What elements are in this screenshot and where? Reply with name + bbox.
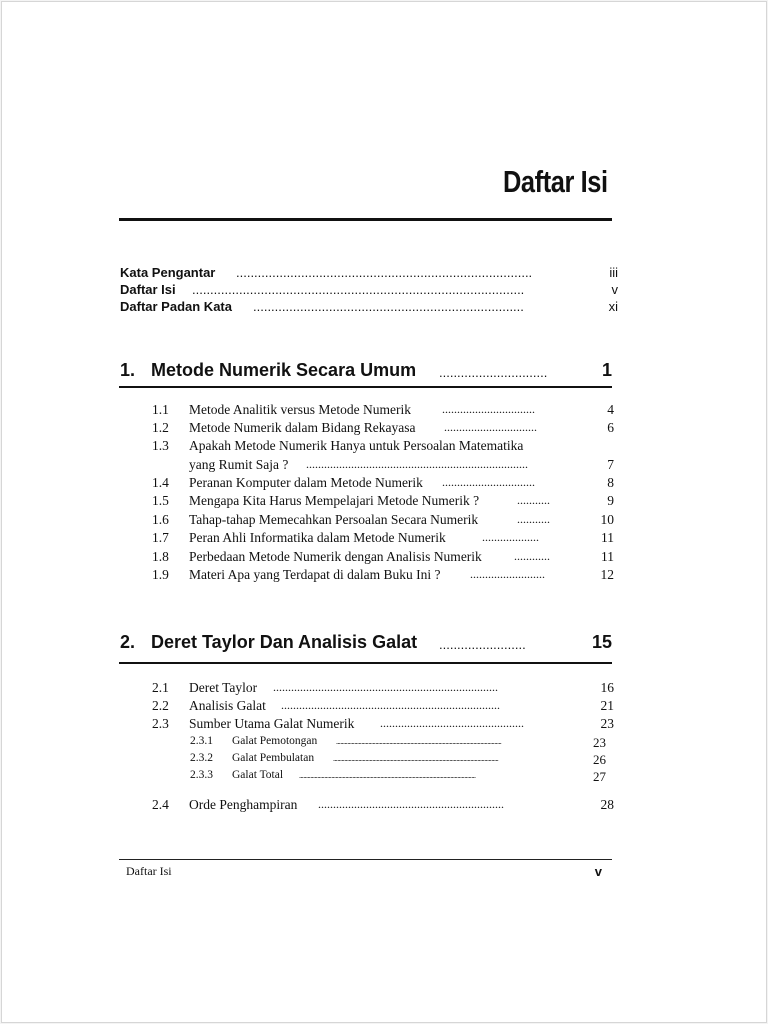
toc-page-number: 23 bbox=[593, 735, 606, 750]
entry-number: 1.7 bbox=[152, 530, 169, 545]
toc-leader: ........................ bbox=[439, 637, 526, 652]
toc-page-number: 16 bbox=[600, 680, 614, 695]
toc-page-number: 21 bbox=[600, 698, 614, 713]
toc-leader: ...................................................................................................................... bbox=[333, 754, 499, 763]
toc-leader: .............................................................. bbox=[318, 797, 504, 811]
footer-page-number: v bbox=[594, 864, 602, 879]
entry-number: 1.3 bbox=[152, 438, 169, 453]
toc-entry[interactable] bbox=[152, 457, 614, 475]
entry-number: 1.9 bbox=[152, 567, 169, 582]
subentry-title: Galat Pemotongan bbox=[232, 735, 318, 747]
toc-subentry[interactable] bbox=[190, 769, 606, 785]
toc-chapter-heading[interactable] bbox=[120, 360, 612, 384]
subentry-title: Galat Total bbox=[232, 769, 284, 781]
entry-title: Perbedaan Metode Numerik dengan Analisis Numerik bbox=[189, 549, 482, 564]
toc-leader: ............ bbox=[514, 549, 550, 563]
toc-page-number: 10 bbox=[600, 512, 614, 527]
toc-entry[interactable] bbox=[152, 475, 614, 493]
toc-front-item[interactable] bbox=[120, 299, 618, 316]
toc-leader: ........... bbox=[517, 493, 550, 507]
toc-chapter-heading[interactable] bbox=[120, 632, 612, 656]
entry-number: 2.2 bbox=[152, 698, 169, 713]
toc-entry[interactable] bbox=[152, 549, 614, 567]
entry-number: 2.4 bbox=[152, 797, 169, 812]
chapter-rule bbox=[119, 662, 612, 664]
toc-page-number: 27 bbox=[593, 769, 606, 784]
toc-leader: ......................................................................... bbox=[281, 698, 500, 712]
subentry-number: 2.3.1 bbox=[190, 735, 213, 747]
footer-rule bbox=[119, 859, 612, 860]
toc-entry[interactable] bbox=[152, 530, 614, 548]
subentry-number: 2.3.2 bbox=[190, 752, 213, 764]
toc-entry[interactable] bbox=[152, 402, 614, 420]
entry-number: 1.6 bbox=[152, 512, 169, 527]
toc-page-number: 12 bbox=[600, 567, 614, 582]
toc-page-number: 23 bbox=[600, 716, 614, 731]
chapter-rule bbox=[119, 386, 612, 388]
subentry-number: 2.3.3 bbox=[190, 769, 213, 781]
entry-number: 1.5 bbox=[152, 493, 169, 508]
entry-number: 2.1 bbox=[152, 680, 169, 695]
toc-leader: ........................................................................... bbox=[253, 299, 524, 314]
toc-entry[interactable] bbox=[152, 438, 614, 456]
toc-entry[interactable] bbox=[152, 680, 614, 698]
toc-leader: ...................................................................................................................... bbox=[336, 737, 502, 746]
chapter-number: 1. bbox=[120, 360, 136, 380]
toc-leader: ............................... bbox=[444, 420, 537, 434]
toc-page-number: 11 bbox=[601, 549, 614, 564]
toc-leader: .................................................................................. bbox=[236, 265, 533, 280]
subentry-title: Galat Pembulatan bbox=[232, 752, 315, 764]
toc-leader: .............................. bbox=[439, 365, 548, 380]
toc-page-number: 7 bbox=[607, 457, 614, 472]
entry-title: Apakah Metode Numerik Hanya untuk Persoalan Matematika bbox=[189, 438, 524, 453]
page-title: Daftar Isi bbox=[503, 164, 608, 199]
toc-page-number: iii bbox=[609, 265, 618, 280]
toc-page-number: 1 bbox=[601, 360, 612, 380]
toc-front-label: Daftar Isi bbox=[120, 282, 176, 297]
toc-leader: ........................................................................... bbox=[273, 680, 498, 694]
footer-section-label: Daftar Isi bbox=[126, 864, 172, 878]
toc-page-number: 26 bbox=[593, 752, 606, 767]
entry-title: Analisis Galat bbox=[189, 698, 266, 713]
toc-entry[interactable] bbox=[152, 420, 614, 438]
entry-number: 1.4 bbox=[152, 475, 169, 490]
entry-title: Orde Penghampiran bbox=[189, 797, 298, 812]
entry-number: 1.2 bbox=[152, 420, 169, 435]
toc-entry[interactable] bbox=[152, 797, 614, 815]
toc-entry[interactable] bbox=[152, 698, 614, 716]
chapter-title: Deret Taylor Dan Analisis Galat bbox=[151, 632, 418, 652]
entry-number: 2.3 bbox=[152, 716, 169, 731]
toc-page-number: 9 bbox=[607, 493, 614, 508]
toc-leader: ............................... bbox=[442, 402, 535, 416]
entry-title: Tahap-tahap Memecahkan Persoalan Secara Numerik bbox=[189, 512, 479, 527]
toc-subentry[interactable] bbox=[190, 752, 606, 768]
entry-title: yang Rumit Saja ? bbox=[189, 457, 289, 472]
toc-page-number: xi bbox=[608, 299, 618, 314]
toc-front-item[interactable] bbox=[120, 265, 618, 282]
entry-title: Metode Analitik versus Metode Numerik bbox=[189, 402, 411, 417]
toc-front-label: Kata Pengantar bbox=[120, 265, 216, 280]
entry-number: 1.1 bbox=[152, 402, 169, 417]
entry-title: Metode Numerik dalam Bidang Rekayasa bbox=[189, 420, 416, 435]
toc-page-number: v bbox=[611, 282, 618, 297]
toc-leader: ................... bbox=[482, 530, 539, 544]
toc-entry[interactable] bbox=[152, 493, 614, 511]
document-page bbox=[1, 1, 767, 1023]
toc-page-number: 15 bbox=[591, 632, 612, 652]
toc-page-number: 6 bbox=[607, 420, 614, 435]
toc-subentry[interactable] bbox=[190, 735, 606, 751]
entry-number: 1.8 bbox=[152, 549, 169, 564]
toc-page-number: 4 bbox=[607, 402, 614, 417]
toc-page-number: 8 bbox=[607, 475, 614, 490]
chapter-number: 2. bbox=[120, 632, 136, 652]
entry-title: Deret Taylor bbox=[189, 680, 258, 695]
toc-entry[interactable] bbox=[152, 567, 614, 585]
toc-leader: ............................................................................................ bbox=[192, 282, 525, 297]
toc-leader: .............................................................................................................................. bbox=[299, 771, 476, 780]
toc-front-item[interactable] bbox=[120, 282, 618, 299]
toc-leader: ............................... bbox=[442, 475, 535, 489]
toc-entry[interactable] bbox=[152, 512, 614, 530]
toc-leader: .......................................................................... bbox=[306, 457, 528, 471]
entry-title: Peranan Komputer dalam Metode Numerik bbox=[189, 475, 423, 490]
toc-front-label: Daftar Padan Kata bbox=[120, 299, 232, 314]
entry-title: Materi Apa yang Terdapat di dalam Buku Ini ? bbox=[189, 567, 441, 582]
toc-leader: ................................................ bbox=[380, 716, 524, 730]
toc-leader: ......................... bbox=[470, 567, 545, 581]
toc-leader: ........... bbox=[517, 512, 550, 526]
entry-title: Mengapa Kita Harus Mempelajari Metode Numerik ? bbox=[189, 493, 480, 508]
entry-title: Peran Ahli Informatika dalam Metode Numerik bbox=[189, 530, 446, 545]
toc-page-number: 28 bbox=[600, 797, 614, 812]
toc-page-number: 11 bbox=[601, 530, 614, 545]
title-rule bbox=[119, 218, 612, 221]
toc-entry[interactable] bbox=[152, 716, 614, 734]
entry-title: Sumber Utama Galat Numerik bbox=[189, 716, 355, 731]
chapter-title: Metode Numerik Secara Umum bbox=[151, 360, 417, 380]
